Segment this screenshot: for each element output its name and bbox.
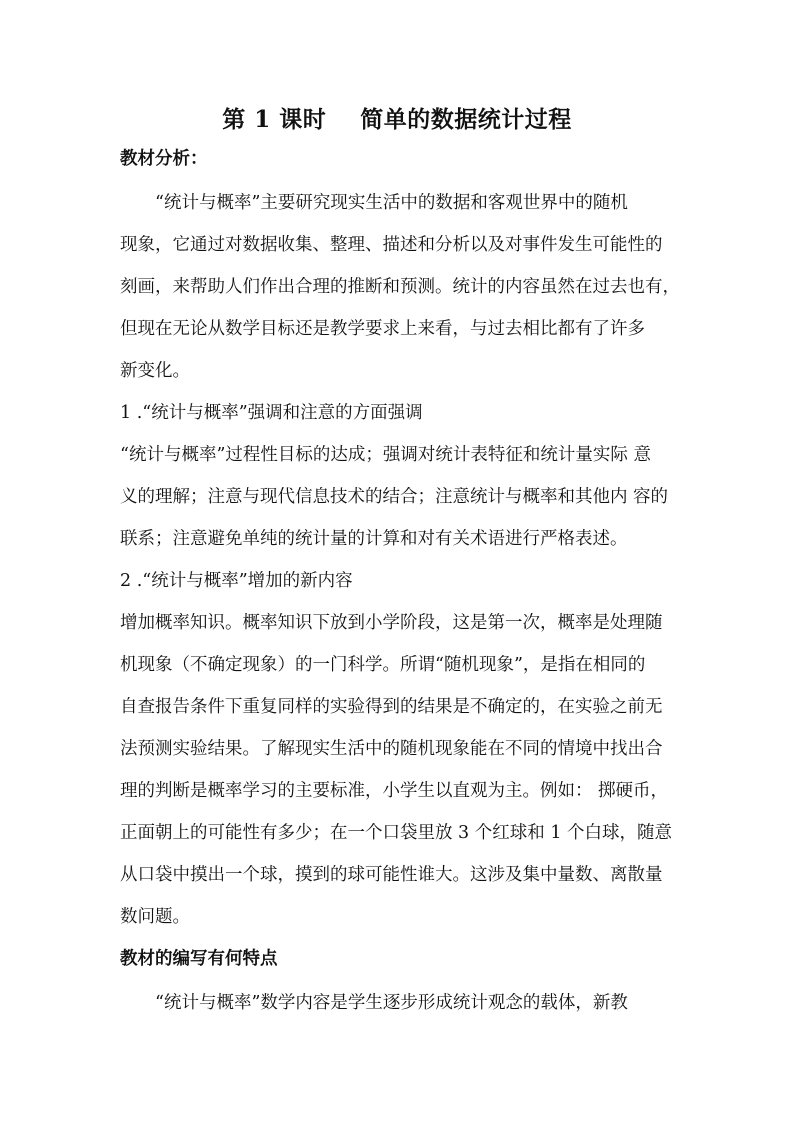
section2-heading: 2 .“统计与概率”增加的新内容 [120, 571, 353, 591]
page-title: 第 1 课时 简单的数据统计过程 [222, 106, 572, 133]
section2-line: 正面朝上的可能性有多少；在一个口袋里放 3 个红球和 1 个白球，随意 [120, 823, 673, 843]
section2-line: 机现象（不确定现象）的一门科学。所谓“随机现象”，是指在相同的 [120, 655, 646, 675]
intro-line: 刻画，来帮助人们作出合理的推断和预测。统计的内容虽然在过去也有， [120, 277, 680, 297]
section2-line: 数问题。 [120, 907, 190, 927]
intro-line: “统计与概率”主要研究现实生活中的数据和客观世界中的随机 [120, 193, 628, 213]
section2-line: 法预测实验结果。了解现实生活中的随机现象能在不同的情境中找出合 [120, 739, 663, 759]
section1-line: 义的理解；注意与现代信息技术的结合；注意统计与概率和其他内 容的 [120, 487, 669, 507]
section1-heading: 1 .“统计与概率”强调和注意的方面强调 [120, 403, 423, 423]
intro-line: 但现在无论从数学目标还是教学要求上来看，与过去相比都有了许多 [120, 319, 645, 339]
section2-line: 增加概率知识。概率知识下放到小学阶段，这是第一次，概率是处理随 [120, 613, 663, 633]
section1-line: “统计与概率”过程性目标的达成；强调对统计表特征和统计量实际 意 [120, 445, 651, 465]
section1-line: 联系；注意避免单纯的统计量的计算和对有关术语进行严格表述。 [120, 529, 628, 549]
intro-line: 新变化。 [120, 361, 190, 381]
section-heading-analysis: 教材分析： [120, 149, 208, 169]
section2-line: 理的判断是概率学习的主要标准，小学生以直观为主。例如： 掷硬币， [120, 781, 669, 801]
intro-line: 现象，它通过对数据收集、整理、描述和分析以及对事件发生可能性的 [120, 235, 663, 255]
closing-line: “统计与概率”数学内容是学生逐步形成统计观念的载体，新教 [120, 993, 628, 1013]
section-heading-features: 教材的编写有何特点 [120, 949, 278, 969]
section2-line: 从口袋中摸出一个球，摸到的球可能性谁大。这涉及集中量数、离散量 [120, 865, 663, 885]
section2-line: 自查报告条件下重复同样的实验得到的结果是不确定的，在实验之前无 [120, 697, 663, 717]
